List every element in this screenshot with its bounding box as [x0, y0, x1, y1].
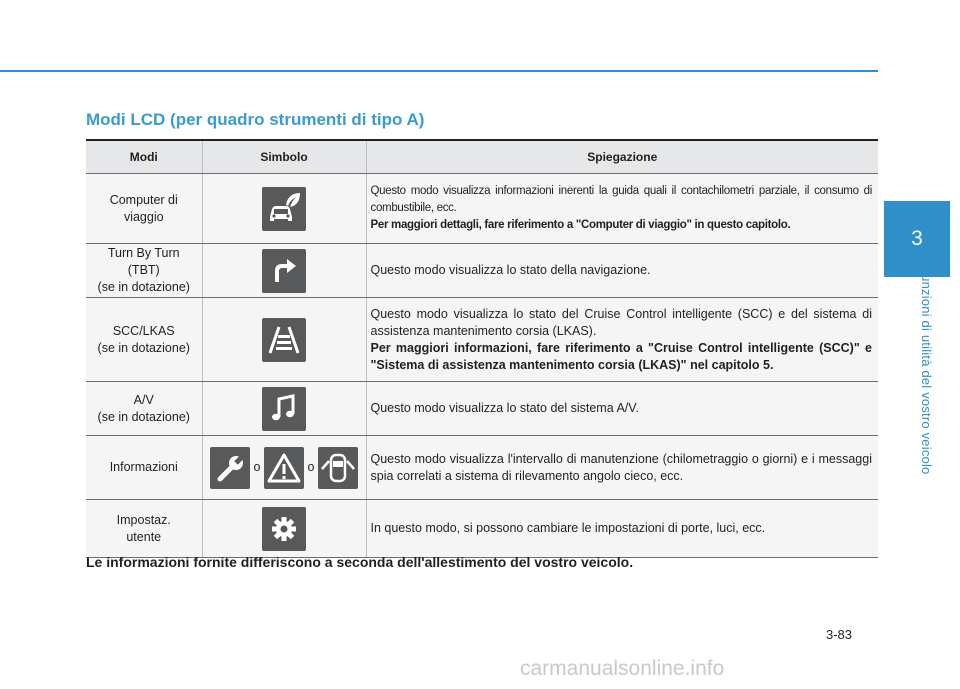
table-row: [86, 436, 878, 500]
chapter-number: 3: [911, 227, 923, 250]
table-row: [86, 298, 878, 382]
chapter-title: Funzioni di utilità del vostro veicolo: [919, 266, 934, 475]
watermark: carmanualsonline.info: [520, 657, 725, 680]
mode-description: Questo modo visualizza lo stato della navigazione.: [370, 263, 651, 277]
mode-name: SCC/LKAS (se in dotazione): [97, 323, 190, 355]
mode-description: Questo modo visualizza lo stato del sistema A/V.: [370, 401, 639, 415]
top-rule: [0, 70, 878, 72]
or-separator: o: [253, 460, 261, 474]
mode-name: Impostaz. utente: [116, 512, 171, 544]
music-note-icon: [262, 387, 306, 431]
header-modi: Modi: [86, 140, 202, 174]
page-number: 3-83: [826, 627, 853, 642]
warning-triangle-icon: [264, 447, 304, 489]
wrench-icon: [210, 447, 250, 489]
table-row: [86, 244, 878, 298]
lane-assist-icon: [262, 318, 306, 362]
mode-name: Turn By Turn (TBT) (se in dotazione): [97, 246, 190, 294]
mode-description: Questo modo visualizza lo stato del Cruise Control intelligente (SCC) e del sistema di assistenza mantenimento corsia (LKAS).: [370, 306, 872, 338]
table-header-row: [86, 140, 878, 174]
turn-arrow-icon: [262, 249, 306, 293]
mode-description: In questo modo, si possono cambiare le impostazioni di porte, luci, ecc.: [370, 521, 766, 535]
footer-note: Le informazioni fornite differiscono a seconda dell'allestimento del vostro veicolo.: [86, 554, 634, 570]
mode-name: Computer di viaggio: [109, 192, 178, 224]
section-title: Modi LCD (per quadro strumenti di tipo A): [86, 110, 425, 129]
or-separator: o: [307, 460, 315, 474]
table-row: [86, 382, 878, 436]
lcd-modes-table: [86, 139, 878, 558]
mode-description: Questo modo visualizza informazioni inerenti la guida quali il contachilometri parziale, il consumo di combustibile, ecc.: [370, 185, 872, 214]
blind-spot-car-icon: [318, 447, 358, 489]
mode-description: Questo modo visualizza l'intervallo di manutenzione (chilometraggio o giorni) e i messaggi spia correlati a sistema di rilevamento angolo cieco, ecc.: [370, 451, 872, 483]
table-row: [86, 500, 878, 558]
table-row: [86, 174, 878, 244]
mode-reference: Per maggiori dettagli, fare riferimento a "Computer di viaggio" in questo capitolo.: [370, 219, 791, 231]
mode-name: Informazioni: [109, 460, 178, 474]
header-spiegazione: Spiegazione: [366, 140, 878, 174]
mode-name: A/V (se in dotazione): [97, 392, 190, 424]
mode-reference: Per maggiori informazioni, fare riferimento a "Cruise Control intelligente (SCC)" e "Sistema di assistenza mantenimento corsia (LKAS)" nel capitolo 5.: [370, 340, 872, 372]
gear-icon: [262, 507, 306, 551]
trip-computer-icon: [262, 187, 306, 231]
header-simbolo: Simbolo: [202, 140, 366, 174]
